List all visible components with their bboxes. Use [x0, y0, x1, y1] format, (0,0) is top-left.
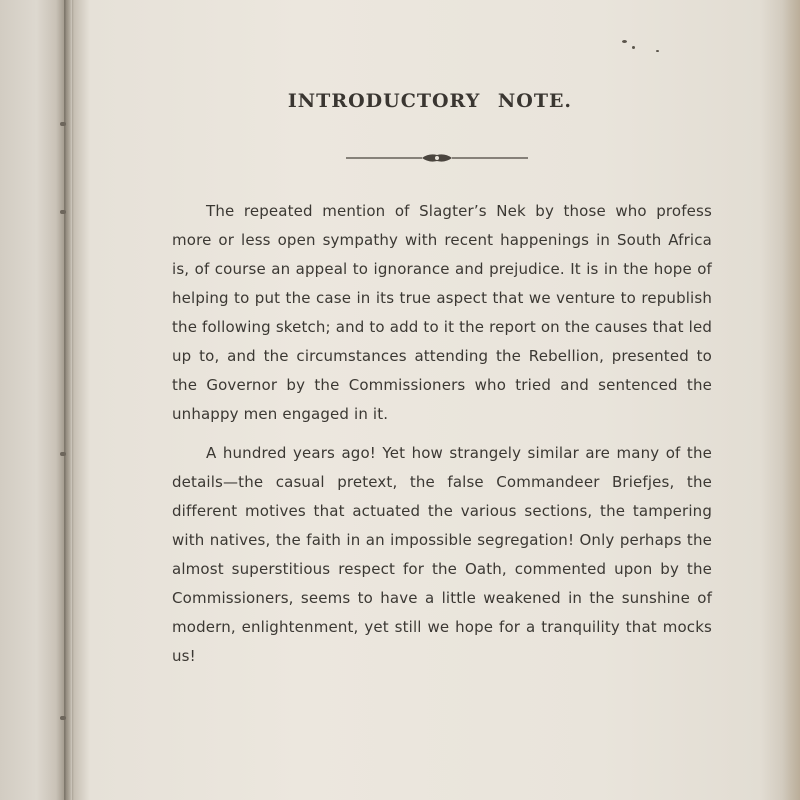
body-text — [172, 197, 712, 681]
page-title: INTRODUCTORY NOTE. — [287, 90, 573, 112]
binding-stitch — [60, 122, 66, 126]
binding-stitch — [60, 210, 66, 214]
right-page-edge — [782, 0, 800, 800]
book-page — [80, 0, 780, 800]
paragraph: The repeated mention of Slagter’s Nek by those who profess more or less open sympathy with recent happenings in South Africa is, of course an appeal to ignorance and prejudice. It is in the hope of helping to put the case in its true aspect that we venture to republish the following sketch; and to add to it the report on the causes that led up to, and the circumstances attending the Rebellion, presented to the Governor by the Commissioners who tried and sentenced the unhappy men engaged in it. — [172, 202, 712, 423]
book-gutter — [64, 0, 72, 800]
rule-ornament-icon — [346, 148, 528, 168]
paragraph: A hundred years ago! Yet how strangely similar are many of the details—the casual pretext, the false Commandeer Briefjes, the different motives that actuated the various sections, the tampering with natives, the faith in an impossible segregation! Only perhaps the almost superstitious respect for the Oath, commented upon by the Commissioners, seems to have a little weakened in the sunshine of modern, enlightenment, yet still we hope for a tranquility that mocks us! — [172, 444, 712, 665]
left-page-edge — [0, 0, 66, 800]
binding-stitch — [60, 716, 66, 720]
binding-stitch — [60, 452, 66, 456]
